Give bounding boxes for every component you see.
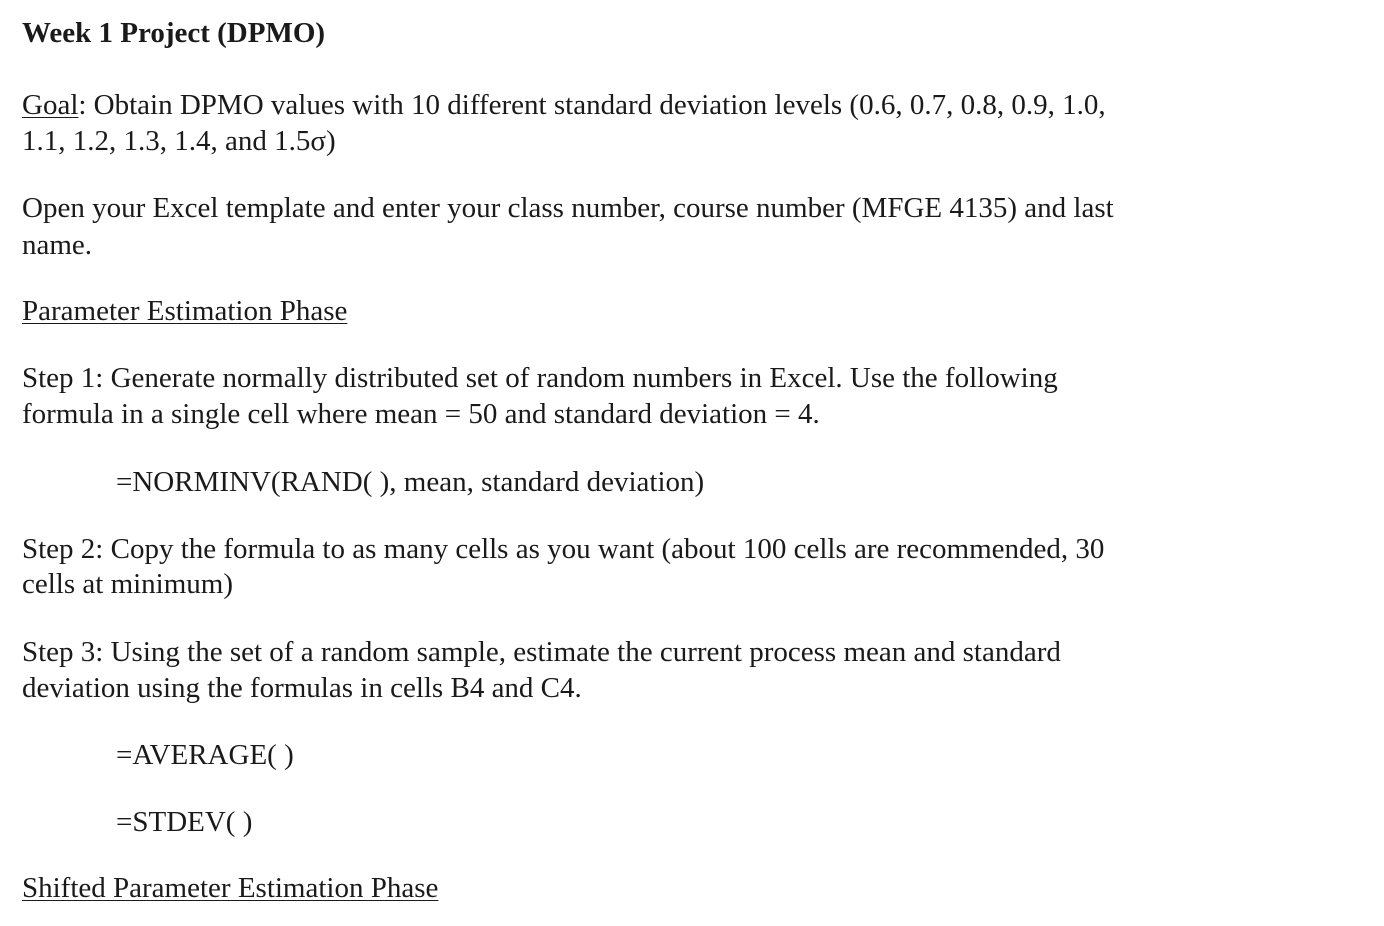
step2-line-2: cells at minimum)	[22, 568, 234, 600]
formula-stdev: =STDEV( )	[116, 806, 253, 838]
goal-line-2: 1.1, 1.2, 1.3, 1.4, and 1.5σ)	[22, 125, 336, 157]
formula-average: =AVERAGE( )	[116, 739, 294, 771]
goal-text: : Obtain DPMO values with 10 different standard deviation levels (0.6, 0.7, 0.8, 0.9, 1.0,	[78, 89, 1106, 121]
intro-line-2: name.	[22, 229, 93, 261]
goal-line-1	[22, 87, 1106, 123]
step2-line-1: Step 2: Copy the formula to as many cells as you want (about 100 cells are recommended, 30	[22, 533, 1105, 565]
step3-line-1: Step 3: Using the set of a random sample, estimate the current process mean and standard	[22, 636, 1061, 668]
goal-label: Goal	[22, 89, 79, 121]
step1-line-2: formula in a single cell where mean = 50 and standard deviation = 4.	[22, 398, 820, 430]
document-title: Week 1 Project (DPMO)	[22, 17, 326, 49]
intro-line-1: Open your Excel template and enter your class number, course number (MFGE 4135) and last	[22, 192, 1114, 224]
step3-line-2: deviation using the formulas in cells B4 and C4.	[22, 672, 582, 704]
section-heading-parameter-estimation: Parameter Estimation Phase	[22, 295, 348, 327]
step1-line-1: Step 1: Generate normally distributed set of random numbers in Excel. Use the following	[22, 362, 1058, 394]
formula-norminv: =NORMINV(RAND( ), mean, standard deviation)	[116, 466, 705, 498]
section-heading-shifted-parameter-estimation: Shifted Parameter Estimation Phase	[22, 872, 439, 904]
